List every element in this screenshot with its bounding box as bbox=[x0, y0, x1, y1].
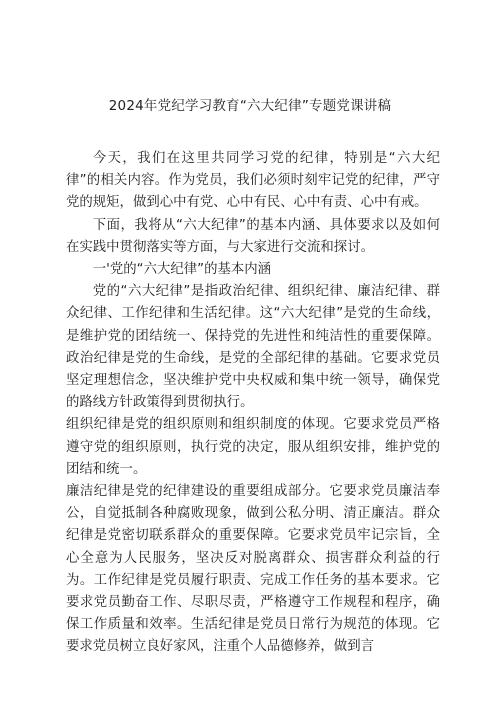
document-body bbox=[66, 148, 440, 659]
paragraph-intro: 今天，我们在这里共同学习党的纪律，特别是“六大纪律”的相关内容。作为党员，我们必须时刻牢记党的纪律，严守党的规矩，做到心中有党、心中有民、心中有责、心中有戒。 bbox=[66, 151, 440, 211]
section-heading-1: 一'党的“六大纪律”的基本内涵 bbox=[92, 262, 272, 278]
document-title: 2024年党纪学习教育“六大纪律”专题党课讲稿 bbox=[108, 98, 392, 114]
paragraph-integrity-discipline: 廉洁纪律是党的纪律建设的重要组成部分。它要求党员廉洁奉公，自觉抵制各种腐败现象，做到公私分明、清正廉洁。群众纪律是党密切联系群众的重要保障。它要求党员牢记宗旨，全心全意为人民服务，坚决反对脱离群众、损害群众利益的行为。工作纪律是党员履行职责、完成工作任务的基本要求。它要求党员勤奋工作、尽职尽责，严格遵守工作规程和程序，确保工作质量和效率。生活纪律是党员日常行为规范的体现。它要求党员树立良好家风，注重个人品德修养，做到言 bbox=[66, 484, 440, 655]
paragraph-six-disciplines: 党的“六大纪律”是指政治纪律、组织纪律、廉洁纪律、群众纪律、工作纪律和生活纪律。这“六大纪律”是党的生命线，是维护党的团结统一、保持党的先进性和纯洁性的重要保障。政治纪律是党的生命线，是党的全部纪律的基础。它要求党员坚定理想信念，坚决维护党中央权威和集中统一领导，确保党的路线方针政策得到贯彻执行。 bbox=[66, 284, 440, 411]
paragraph-outline: 下面，我将从“六大纪律”的基本内涵、具体要求以及如何在实践中贯彻落实等方面，与大家进行交流和探讨。 bbox=[66, 217, 440, 255]
paragraph-organization-discipline: 组织纪律是党的组织原则和组织制度的体现。它要求党员严格遵守党的组织原则，执行党的决定，服从组织安排，维护党的团结和统一。 bbox=[66, 417, 440, 477]
